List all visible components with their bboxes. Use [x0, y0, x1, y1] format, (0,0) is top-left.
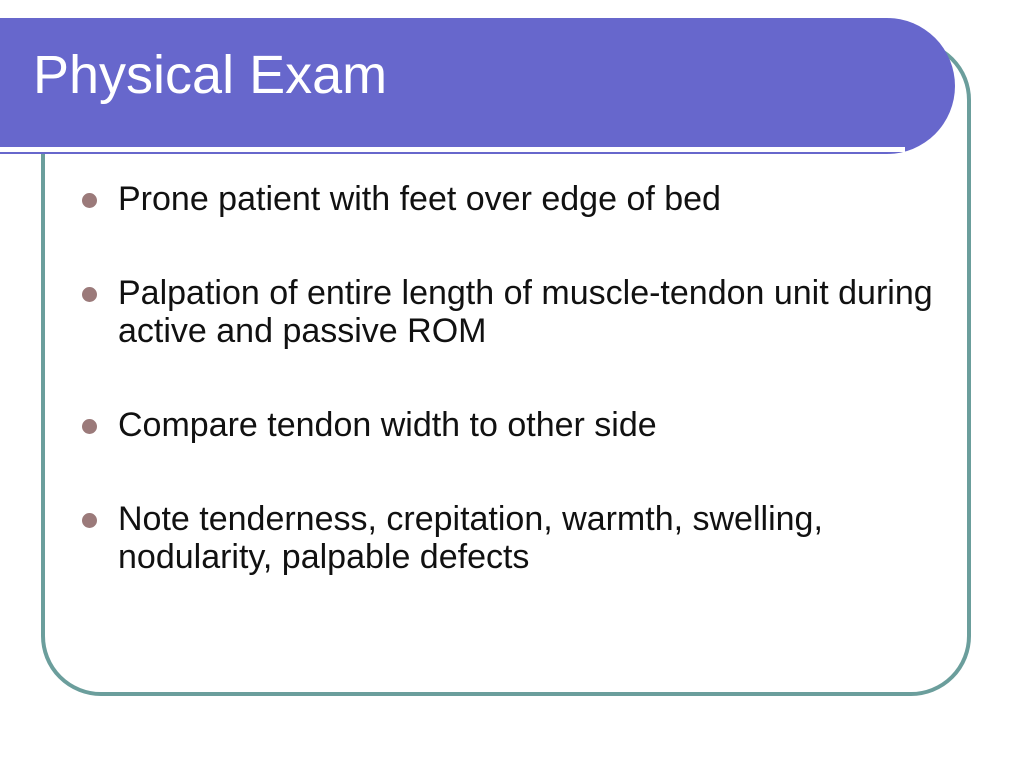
bullet-text: Compare tendon width to other side: [118, 406, 657, 444]
bullet-item: [82, 180, 962, 218]
bullet-item: [82, 500, 962, 576]
bullet-dot-icon: [82, 513, 97, 528]
bullet-item: [82, 274, 962, 350]
title-underline: [0, 147, 905, 152]
bullet-list: [82, 180, 962, 632]
bullet-dot-icon: [82, 419, 97, 434]
bullet-dot-icon: [82, 193, 97, 208]
bullet-text: Note tenderness, crepitation, warmth, swelling, nodularity, palpable defects: [118, 500, 823, 576]
slide-title: Physical Exam: [33, 45, 388, 105]
bullet-text: Palpation of entire length of muscle-tendon unit during active and passive ROM: [118, 274, 933, 350]
bullet-dot-icon: [82, 287, 97, 302]
bullet-text: Prone patient with feet over edge of bed: [118, 180, 721, 218]
bullet-item: [82, 406, 962, 444]
